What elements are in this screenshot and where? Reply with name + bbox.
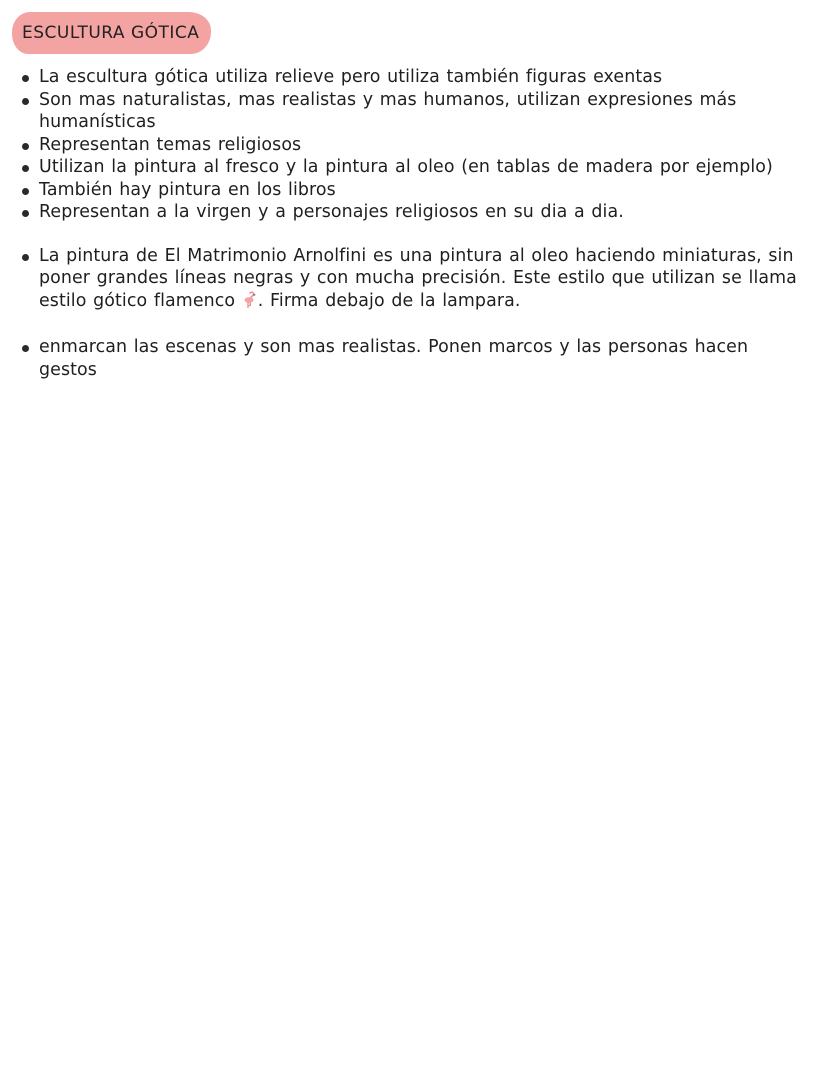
list-item: Utilizan la pintura al fresco y la pintura al oleo (en tablas de madera por ejemplo) [20,156,812,179]
bullet-group-1 [20,66,812,224]
list-item: enmarcan las escenas y son mas realistas. Ponen marcos y las personas hacen gestos [20,336,812,381]
bullet-group-3 [20,336,812,381]
list-item: La escultura gótica utiliza relieve pero utiliza también figuras exentas [20,66,812,89]
page-title: ESCULTURA GÓTICA [22,23,200,43]
flamingo-icon [243,291,257,316]
list-item-arnolfini [20,245,812,316]
list-item: Representan temas religiosos [20,134,812,157]
title-badge [12,12,211,54]
bullet-group-2 [20,245,812,316]
list-item: También hay pintura en los libros [20,179,812,202]
arnolfini-text-end: . Firma debajo de la lampara. [257,290,521,311]
list-item: Son mas naturalistas, mas realistas y mas humanos, utilizan expresiones más humanísticas [20,89,812,134]
list-item: Representan a la virgen y a personajes religiosos en su dia a dia. [20,201,812,224]
notes-content [20,66,812,381]
arnolfini-text: La pintura de El Matrimonio Arnolfini es una pintura al oleo haciendo miniaturas, sin poner grandes líneas negras y con mucha precisión. Este estilo que utilizan se llama estilo gótico flamenco [39,245,797,311]
